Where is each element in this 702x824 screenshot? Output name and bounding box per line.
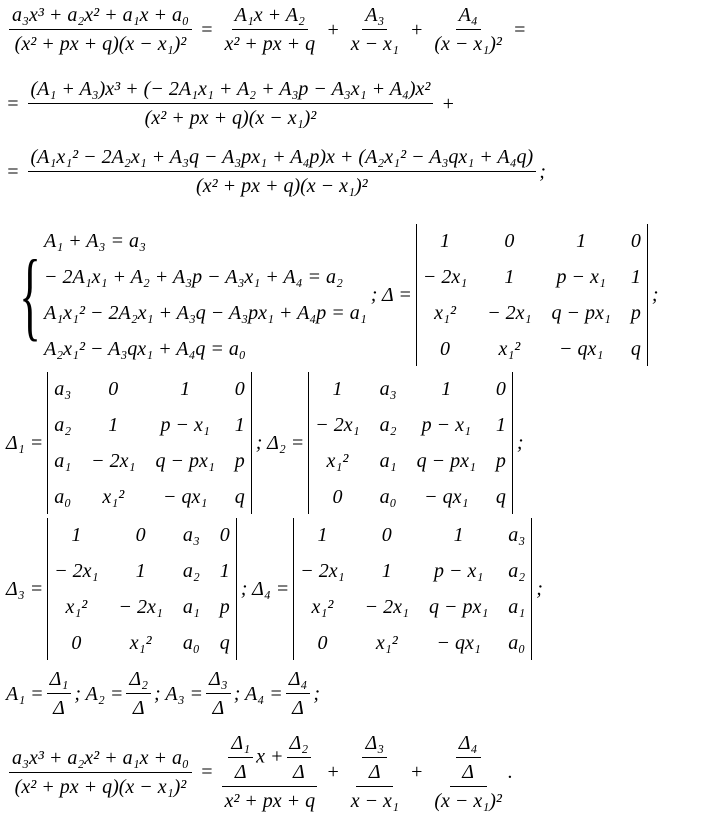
det-cell: − 2x₁ bbox=[422, 265, 468, 288]
plus-sign: + bbox=[409, 18, 424, 41]
det-cell: − qx₁ bbox=[162, 485, 208, 508]
det-cell: 1 bbox=[135, 559, 146, 582]
det-cell: p − x₁ bbox=[556, 265, 606, 288]
det-cell: − 2x₁ bbox=[118, 595, 163, 618]
determinants-1-2 bbox=[6, 372, 524, 514]
equation-system-block bbox=[6, 224, 659, 366]
fraction-a1 bbox=[47, 668, 72, 720]
numerator-compound bbox=[222, 732, 317, 787]
det-cell: a₂ bbox=[508, 559, 526, 582]
det-cell: − 2x₁ bbox=[54, 559, 99, 582]
det-cell: 1 bbox=[630, 265, 641, 288]
determinants-3-4 bbox=[6, 518, 543, 660]
fraction-lhs bbox=[9, 747, 192, 799]
fraction-line-2 bbox=[28, 78, 434, 130]
det-cell: 1 bbox=[453, 523, 464, 546]
numerator: Δ₄ bbox=[456, 732, 481, 758]
denominator: Δ bbox=[462, 761, 475, 783]
numerator: a₃x³ + a₂x² + a₁x + a₀ bbox=[9, 4, 192, 30]
det-cell: − 2x₁ bbox=[300, 559, 345, 582]
numerator: Δ₃ bbox=[362, 732, 387, 758]
coef-a2-label: ; A₂ = bbox=[74, 682, 124, 705]
delta-1-label: Δ₁ = bbox=[6, 431, 44, 454]
det-cell: p − x₁ bbox=[160, 413, 210, 436]
det-cell: 1 bbox=[180, 377, 191, 400]
delta-label: ; Δ = bbox=[370, 283, 412, 306]
det-cell: x₁² bbox=[434, 301, 456, 324]
det-cell: 1 bbox=[234, 413, 245, 436]
fraction-delta-3 bbox=[362, 732, 387, 784]
numerator: a₃x³ + a₂x² + a₁x + a₀ bbox=[9, 747, 192, 773]
trailing-equals: = bbox=[512, 18, 527, 41]
trailing-semicolon: ; bbox=[516, 431, 524, 454]
denominator: x² + px + q bbox=[224, 790, 316, 812]
det-cell: 1 bbox=[440, 229, 451, 252]
plus-sign: + bbox=[409, 761, 424, 783]
numerator: A₁x + A₂ bbox=[232, 4, 308, 30]
det-cell: a₃ bbox=[54, 377, 72, 400]
numerator-compound bbox=[356, 732, 393, 787]
fraction-term-3 bbox=[431, 732, 505, 813]
det-cell: 0 bbox=[108, 377, 119, 400]
delta-2-label: ; Δ₂ = bbox=[255, 431, 305, 454]
numerator: A₄ bbox=[456, 4, 481, 30]
det-cell: a₂ bbox=[54, 413, 72, 436]
det-cell: p bbox=[234, 449, 245, 472]
determinant-main bbox=[416, 224, 648, 366]
det-cell: 1 bbox=[317, 523, 328, 546]
denominator: (x² + px + q)(x − x₁)² bbox=[14, 33, 187, 55]
denominator: Δ bbox=[368, 761, 381, 783]
numerator: Δ₂ bbox=[126, 668, 151, 694]
det-cell: q bbox=[495, 485, 506, 508]
leading-equals: = bbox=[6, 160, 20, 183]
denominator: Δ bbox=[53, 697, 65, 719]
det-cell: a₂ bbox=[182, 559, 200, 582]
det-cell: q bbox=[234, 485, 245, 508]
det-cell: 0 bbox=[504, 229, 515, 252]
numerator: (A₁ + A₃)x³ + (− 2A₁x₁ + A₂ + A₃p − A₃x₁ + A₄)x² bbox=[28, 78, 434, 104]
det-cell: a₂ bbox=[379, 413, 397, 436]
denominator: (x² + px + q)(x − x₁)² bbox=[144, 107, 317, 129]
det-cell: − qx₁ bbox=[559, 337, 604, 360]
det-cell: x₁² bbox=[498, 337, 521, 360]
det-cell: a₀ bbox=[508, 631, 526, 654]
x-plus: x + bbox=[256, 745, 284, 768]
numerator: Δ₁ bbox=[228, 732, 253, 758]
det-cell: q − px₁ bbox=[428, 595, 489, 618]
denominator: x² + px + q bbox=[224, 33, 316, 55]
fraction-delta-1 bbox=[228, 732, 253, 784]
det-cell: 1 bbox=[108, 413, 119, 436]
det-cell: 1 bbox=[332, 377, 343, 400]
equation-system bbox=[44, 226, 367, 364]
system-eq-2: − 2A₁x₁ + A₂ + A₃p − A₃x₁ + A₄ = a₂ bbox=[44, 265, 343, 288]
numerator: Δ₃ bbox=[206, 668, 231, 694]
leading-equals: = bbox=[6, 92, 20, 115]
det-cell: 0 bbox=[219, 523, 230, 546]
fraction-delta-2 bbox=[287, 732, 312, 784]
fraction-a4 bbox=[286, 668, 311, 720]
det-cell: 1 bbox=[219, 559, 230, 582]
det-cell: 0 bbox=[317, 631, 328, 654]
denominator: (x² + px + q)(x − x₁)² bbox=[14, 775, 187, 798]
fraction-term-2 bbox=[348, 732, 402, 813]
det-cell: − 2x₁ bbox=[91, 449, 136, 472]
fraction-line-3 bbox=[28, 146, 537, 198]
det-cell: − 2x₁ bbox=[315, 413, 360, 436]
denominator: x − x₁ bbox=[350, 33, 399, 55]
det-cell: q bbox=[219, 631, 230, 654]
det-cell: x₁² bbox=[311, 595, 334, 618]
numerator: Δ₄ bbox=[286, 668, 311, 694]
det-cell: a₁ bbox=[54, 449, 72, 472]
final-decomposition bbox=[6, 732, 513, 813]
fraction-delta-4 bbox=[456, 732, 481, 784]
det-cell: 0 bbox=[71, 631, 82, 654]
trailing-semicolon: ; bbox=[539, 160, 546, 183]
determinant-delta-1 bbox=[47, 372, 252, 514]
det-cell: 0 bbox=[440, 337, 451, 360]
plus-sign: + bbox=[326, 18, 340, 41]
det-cell: x₁² bbox=[375, 631, 398, 654]
det-cell: 0 bbox=[332, 485, 343, 508]
denominator: Δ bbox=[292, 697, 304, 719]
det-cell: 1 bbox=[576, 229, 587, 252]
det-cell: 0 bbox=[234, 377, 245, 400]
delta-3-label: Δ₃ = bbox=[6, 577, 44, 600]
det-cell: x₁² bbox=[326, 449, 349, 472]
det-cell: 1 bbox=[381, 559, 392, 582]
numerator-compound bbox=[450, 732, 487, 787]
denominator: (x² + px + q)(x − x₁)² bbox=[196, 175, 368, 197]
det-cell: a₁ bbox=[379, 449, 397, 472]
det-cell: − qx₁ bbox=[436, 631, 481, 654]
det-cell: q bbox=[630, 337, 641, 360]
system-eq-1: A₁ + A₃ = a₃ bbox=[44, 229, 146, 252]
equals-sign: = bbox=[199, 18, 214, 41]
denominator: Δ bbox=[234, 761, 247, 783]
fraction-a2 bbox=[126, 668, 151, 720]
numerator: A₃ bbox=[362, 4, 387, 30]
denominator: (x − x₁)² bbox=[434, 33, 502, 55]
fraction-term-1 bbox=[221, 4, 318, 56]
det-cell: 1 bbox=[504, 265, 515, 288]
denominator: Δ bbox=[132, 697, 145, 719]
det-cell: x₁² bbox=[129, 631, 152, 654]
det-cell: − 2x₁ bbox=[487, 301, 532, 324]
det-cell: − 2x₁ bbox=[364, 595, 409, 618]
det-cell: a₁ bbox=[508, 595, 526, 618]
determinant-delta-3 bbox=[47, 518, 237, 660]
trailing-semicolon: ; bbox=[536, 577, 543, 600]
system-eq-4: A₂x₁² − A₃qx₁ + A₄q = a₀ bbox=[44, 337, 246, 360]
numerator: Δ₁ bbox=[47, 668, 72, 694]
coef-a4-label: ; A₄ = bbox=[233, 682, 283, 705]
det-cell: p bbox=[630, 301, 641, 324]
det-cell: q − px₁ bbox=[551, 301, 611, 324]
coefficient-formulas bbox=[6, 668, 320, 720]
delta-4-label: ; Δ₄ = bbox=[240, 577, 290, 600]
determinant-delta-4 bbox=[293, 518, 532, 660]
trailing-semicolon: ; bbox=[651, 283, 659, 306]
det-cell: p − x₁ bbox=[433, 559, 484, 582]
det-cell: 0 bbox=[381, 523, 392, 546]
numerator: (A₁x₁² − 2A₂x₁ + A₃q − A₃px₁ + A₄p)x + (A₂x₁² − A₃qx₁ + A₄q) bbox=[28, 146, 537, 172]
det-cell: 0 bbox=[630, 229, 641, 252]
det-cell: x₁² bbox=[102, 485, 125, 508]
denominator: (x − x₁)² bbox=[434, 790, 502, 812]
system-eq-3: A₁x₁² − 2A₂x₁ + A₃q − A₃px₁ + A₄p = a₁ bbox=[44, 301, 367, 324]
det-cell: a₃ bbox=[379, 377, 397, 400]
numerator: Δ₂ bbox=[287, 732, 312, 758]
det-cell: 1 bbox=[71, 523, 82, 546]
det-cell: 1 bbox=[441, 377, 452, 400]
det-cell: − qx₁ bbox=[424, 485, 469, 508]
det-cell: a₃ bbox=[182, 523, 200, 546]
det-cell: a₀ bbox=[379, 485, 397, 508]
left-brace: { bbox=[19, 239, 41, 350]
det-cell: 1 bbox=[495, 413, 506, 436]
det-cell: a₁ bbox=[182, 595, 200, 618]
det-cell: q − px₁ bbox=[155, 449, 215, 472]
denominator: Δ bbox=[212, 697, 225, 719]
trailing-plus: + bbox=[441, 92, 455, 115]
det-cell: a₀ bbox=[182, 631, 200, 654]
det-cell: p bbox=[495, 449, 506, 472]
fraction-term-3 bbox=[431, 4, 505, 56]
fraction-a3 bbox=[206, 668, 231, 720]
equation-line-2 bbox=[6, 78, 460, 130]
det-cell: x₁² bbox=[65, 595, 88, 618]
determinant-delta-2 bbox=[308, 372, 513, 514]
denominator: Δ bbox=[292, 761, 305, 783]
equation-line-3 bbox=[6, 146, 546, 198]
det-cell: q − px₁ bbox=[416, 449, 476, 472]
fraction-term-1 bbox=[221, 732, 318, 813]
fraction-term-2 bbox=[348, 4, 402, 56]
equals-sign: = bbox=[199, 761, 214, 783]
plus-sign: + bbox=[326, 761, 340, 783]
trailing-period: . bbox=[507, 761, 513, 783]
det-cell: p bbox=[219, 595, 230, 618]
det-cell: 0 bbox=[495, 377, 506, 400]
trailing-semicolon: ; bbox=[313, 682, 321, 705]
det-cell: p − x₁ bbox=[421, 413, 471, 436]
det-cell: a₀ bbox=[54, 485, 72, 508]
equation-line-1 bbox=[6, 4, 531, 56]
denominator: x − x₁ bbox=[350, 790, 399, 812]
coef-a1-label: A₁ = bbox=[6, 682, 44, 705]
fraction-lhs bbox=[9, 4, 192, 56]
coef-a3-label: ; A₃ = bbox=[154, 682, 204, 705]
det-cell: a₃ bbox=[508, 523, 526, 546]
det-cell: 0 bbox=[135, 523, 146, 546]
